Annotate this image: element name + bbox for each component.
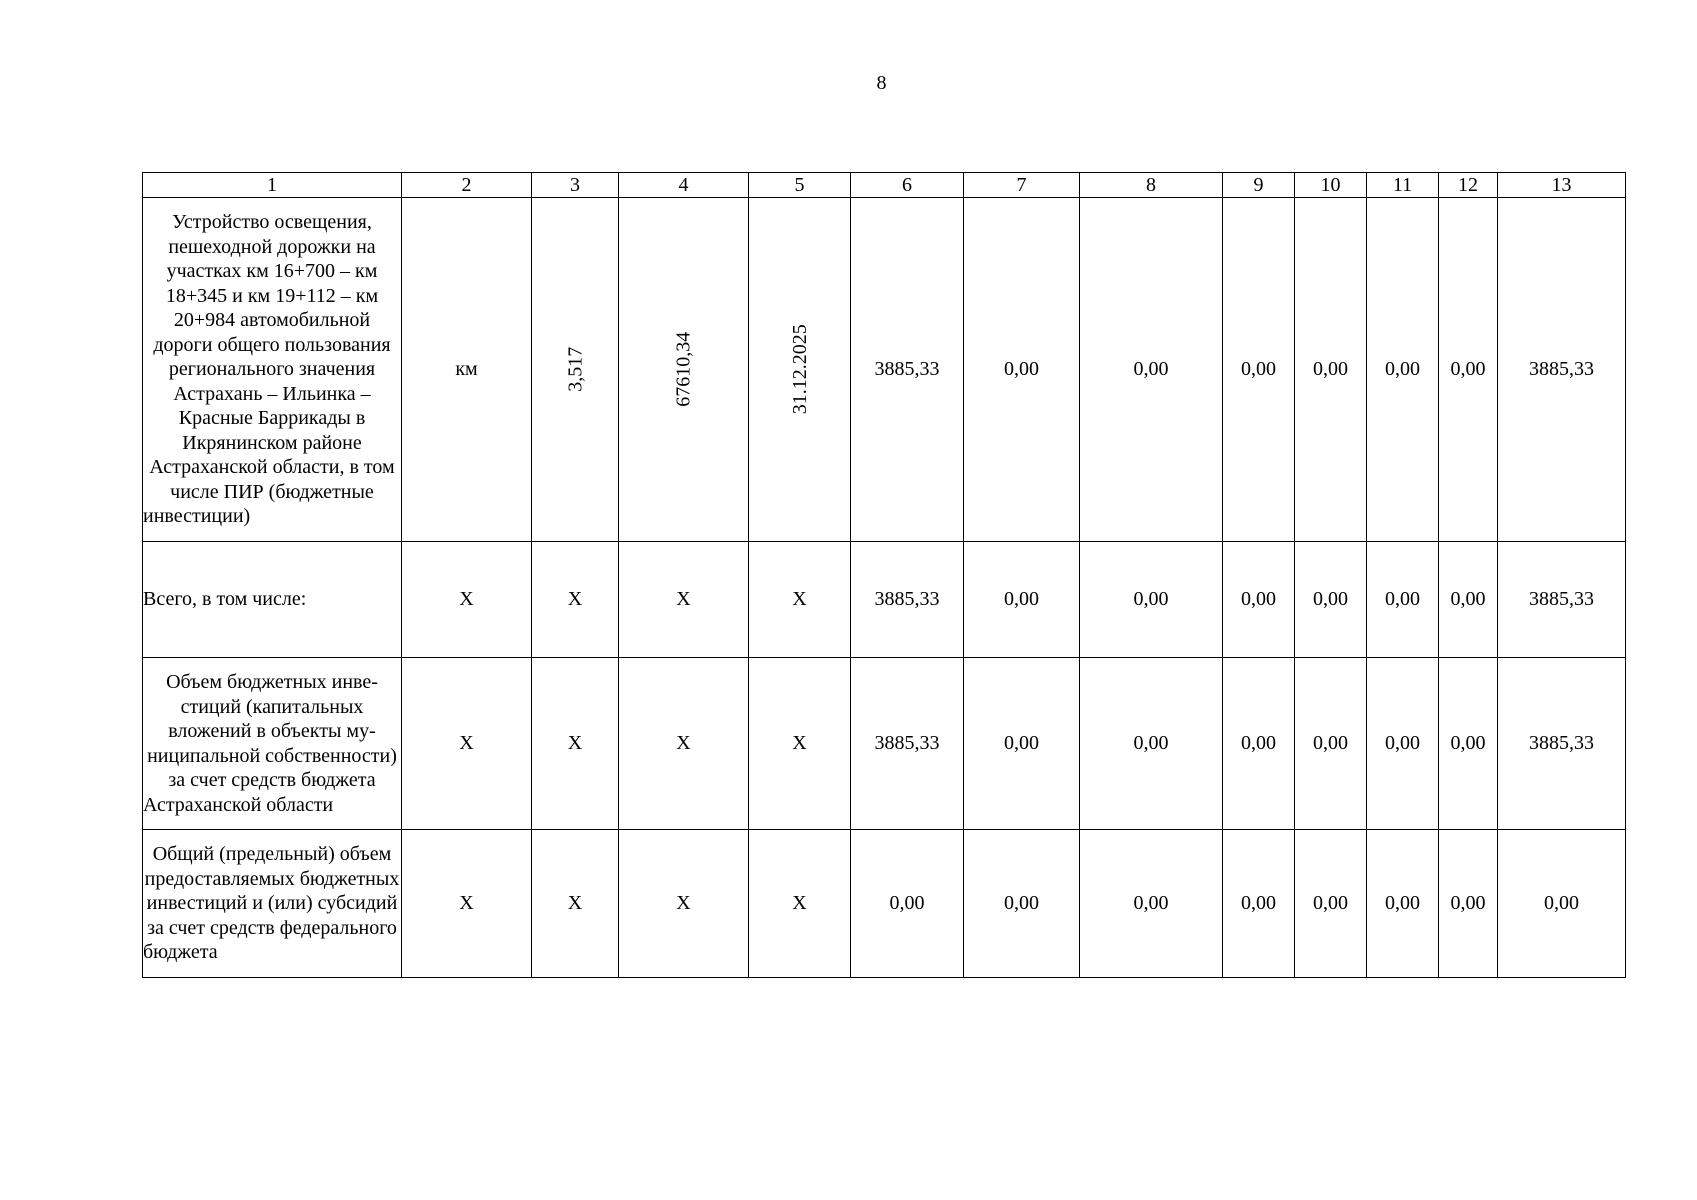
- value-cell: 0,00: [1080, 542, 1223, 658]
- unit-cell: Х: [402, 542, 532, 658]
- value-cell: 0,00: [1223, 542, 1295, 658]
- value-cell: 3885,33: [1498, 542, 1626, 658]
- value-cell: 0,00: [964, 658, 1080, 830]
- value-cell: 0,00: [1439, 658, 1498, 830]
- header-cell: 13: [1498, 173, 1626, 198]
- estimate-value: 67610,34: [672, 332, 695, 407]
- value-cell: 0,00: [964, 198, 1080, 542]
- row-description: Устройство освещения, пешеходной дорожки на участках км 16+700 – км 18+345 и км 19+112 – км 20+984 автомобильной дороги общего пользования регионального значения Астрахань – Ильинка – Красные Баррикады в Икрянинском районе Астраханской области, в том числе ПИР (бюджетные инвестиции): [143, 198, 402, 542]
- value-cell: 0,00: [964, 830, 1080, 978]
- value-cell: 0,00: [1223, 830, 1295, 978]
- header-cell: 11: [1367, 173, 1439, 198]
- value-cell: 0,00: [1080, 198, 1223, 542]
- header-cell: 9: [1223, 173, 1295, 198]
- unit-cell: Х: [402, 830, 532, 978]
- value-cell: 3885,33: [851, 542, 964, 658]
- estimate-cell: Х: [619, 830, 749, 978]
- header-row: [143, 173, 1626, 198]
- row-description: Общий (предельный) объем предоставляемых бюджетных инвестиций и (или) субсидий за счет средств федерального бюджета: [143, 830, 402, 978]
- table-row: [143, 542, 1626, 658]
- page-number: 8: [876, 72, 887, 94]
- row-description: Объем бюджетных инвестиций (капитальных вложений в объекты муниципальной собственности) за счет средств бюджета Астраханской области: [143, 658, 402, 830]
- header-cell: 10: [1295, 173, 1367, 198]
- row-description: Всего, в том числе:: [143, 542, 402, 658]
- deadline-cell: Х: [749, 830, 851, 978]
- value-cell: 0,00: [1439, 830, 1498, 978]
- value-cell: 0,00: [964, 542, 1080, 658]
- value-cell: 0,00: [1498, 830, 1626, 978]
- deadline-value: 31.12.2025: [788, 324, 811, 415]
- investment-table: [142, 172, 1626, 978]
- unit-cell: Х: [402, 658, 532, 830]
- value-cell: 0,00: [1367, 658, 1439, 830]
- value-cell: 3885,33: [1498, 658, 1626, 830]
- value-cell: 0,00: [1080, 830, 1223, 978]
- capacity-cell: Х: [532, 542, 619, 658]
- value-cell: 3885,33: [1498, 198, 1626, 542]
- value-cell: 0,00: [1080, 658, 1223, 830]
- value-cell: 0,00: [1295, 198, 1367, 542]
- capacity-value: 3,517: [563, 347, 586, 392]
- value-cell: 0,00: [1367, 198, 1439, 542]
- value-cell: 0,00: [1295, 658, 1367, 830]
- table-row: [143, 830, 1626, 978]
- value-cell: 0,00: [1367, 542, 1439, 658]
- capacity-cell: Х: [532, 830, 619, 978]
- estimate-cell: Х: [619, 658, 749, 830]
- estimate-cell: [619, 198, 749, 542]
- deadline-cell: Х: [749, 542, 851, 658]
- header-cell: 7: [964, 173, 1080, 198]
- header-cell: 6: [851, 173, 964, 198]
- value-cell: 0,00: [1223, 658, 1295, 830]
- value-cell: 0,00: [1223, 198, 1295, 542]
- deadline-cell: [749, 198, 851, 542]
- deadline-cell: Х: [749, 658, 851, 830]
- header-cell: 2: [402, 173, 532, 198]
- value-cell: 0,00: [851, 830, 964, 978]
- table-row: [143, 198, 1626, 542]
- value-cell: 0,00: [1295, 830, 1367, 978]
- capacity-cell: Х: [532, 658, 619, 830]
- header-cell: 4: [619, 173, 749, 198]
- header-cell: 5: [749, 173, 851, 198]
- value-cell: 0,00: [1367, 830, 1439, 978]
- capacity-cell: [532, 198, 619, 542]
- header-cell: 1: [143, 173, 402, 198]
- header-cell: 3: [532, 173, 619, 198]
- unit-cell: км: [402, 198, 532, 542]
- value-cell: 3885,33: [851, 658, 964, 830]
- header-cell: 12: [1439, 173, 1498, 198]
- value-cell: 0,00: [1295, 542, 1367, 658]
- table-row: [143, 658, 1626, 830]
- value-cell: 0,00: [1439, 542, 1498, 658]
- value-cell: 0,00: [1439, 198, 1498, 542]
- value-cell: 3885,33: [851, 198, 964, 542]
- estimate-cell: Х: [619, 542, 749, 658]
- header-cell: 8: [1080, 173, 1223, 198]
